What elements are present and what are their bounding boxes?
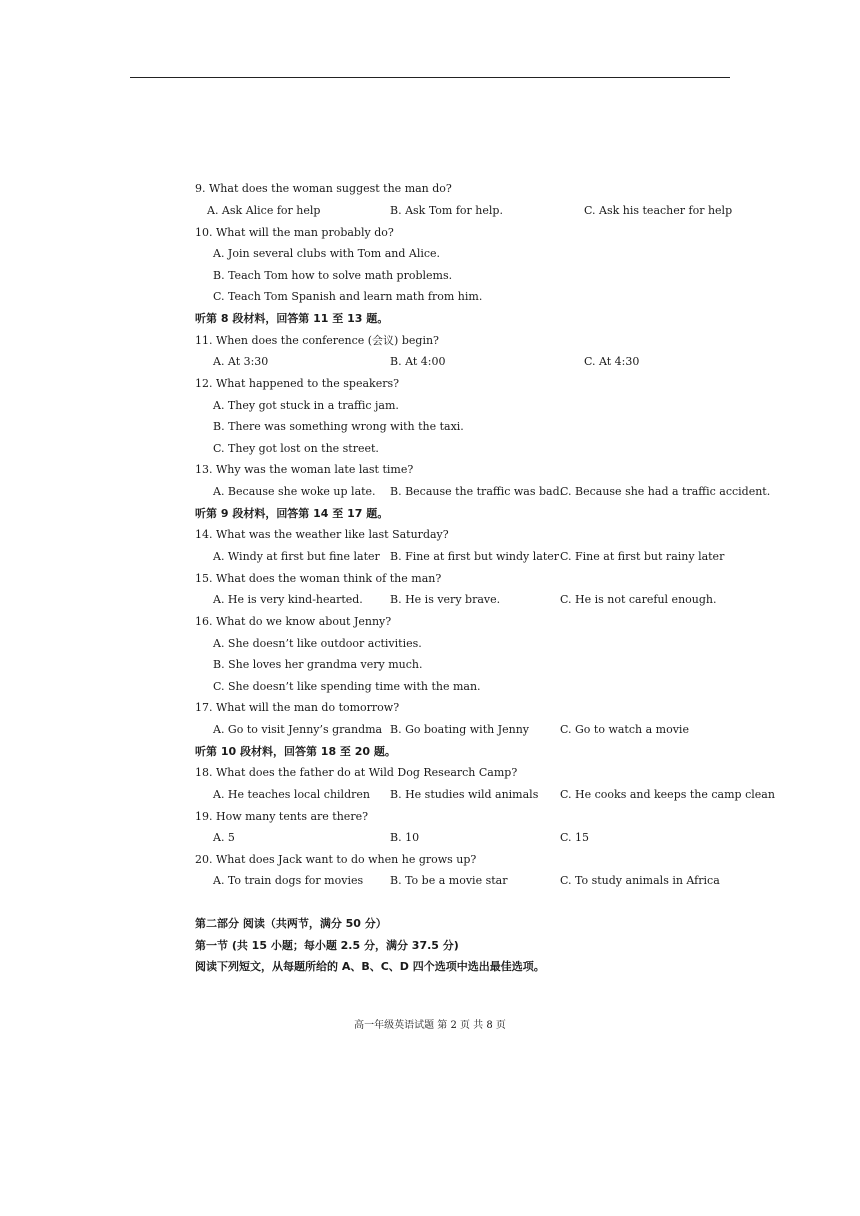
q17-option-c: C. Go to watch a movie [560,723,689,736]
q10-option-b: B. Teach Tom how to solve math problems. [213,269,453,282]
part2-instruction: 阅读下列短文，从每题所给的 A、B、C、D 四个选项中选出最佳选项。 [195,960,545,973]
question-15: 15. What does the woman think of the man? [195,572,442,585]
top-rule [130,77,730,78]
q19-option-b: B. 10 [390,831,420,844]
q12-option-b: B. There was something wrong with the taxi. [213,420,464,433]
q18-option-b: B. He studies wild animals [390,788,539,801]
q19-option-a: A. 5 [213,831,235,844]
question-14: 14. What was the weather like last Saturday? [195,528,449,541]
part2-section: 第一节 (共 15 小题；每小题 2.5 分，满分 37.5 分) [195,939,459,952]
question-16: 16. What do we know about Jenny? [195,615,392,628]
q17-option-a: A. Go to visit Jenny’s grandma [213,723,383,736]
q13-option-c: C. Because she had a traffic accident. [560,485,771,498]
q14-option-c: C. Fine at first but rainy later [560,550,725,563]
q9-option-a: A. Ask Alice for help [207,204,321,217]
q12-option-c: C. They got lost on the street. [213,442,379,455]
question-11: 11. When does the conference (会议) begin? [195,334,439,347]
section-header-8: 听第 8 段材料，回答第 11 至 13 题。 [195,312,389,325]
q13-option-b: B. Because the traffic was bad. [390,485,564,498]
section-header-9: 听第 9 段材料，回答第 14 至 17 题。 [195,507,389,520]
question-12: 12. What happened to the speakers? [195,377,400,390]
question-10: 10. What will the man probably do? [195,226,394,239]
q9-option-c: C. Ask his teacher for help [584,204,733,217]
q16-option-b: B. She loves her grandma very much. [213,658,423,671]
q11-option-a: A. At 3:30 [213,355,269,368]
q20-option-a: A. To train dogs for movies [213,874,364,887]
question-19: 19. How many tents are there? [195,810,368,823]
q15-option-b: B. He is very brave. [390,593,501,606]
q12-option-a: A. They got stuck in a traffic jam. [213,399,399,412]
q17-option-b: B. Go boating with Jenny [390,723,530,736]
q9-option-b: B. Ask Tom for help. [390,204,503,217]
q15-option-a: A. He is very kind-hearted. [213,593,363,606]
q15-option-c: C. He is not careful enough. [560,593,717,606]
q18-option-a: A. He teaches local children [213,788,370,801]
q11-option-c: C. At 4:30 [584,355,640,368]
section-header-10: 听第 10 段材料，回答第 18 至 20 题。 [195,745,396,758]
question-18: 18. What does the father do at Wild Dog Research Camp? [195,766,518,779]
q19-option-c: C. 15 [560,831,590,844]
q13-option-a: A. Because she woke up late. [213,485,376,498]
q10-option-c: C. Teach Tom Spanish and learn math from him. [213,290,483,303]
q10-option-a: A. Join several clubs with Tom and Alice. [213,247,441,260]
q20-option-c: C. To study animals in Africa [560,874,720,887]
page-footer: 高一年级英语试题 第 2 页 共 8 页 [354,1020,506,1031]
question-17: 17. What will the man do tomorrow? [195,701,400,714]
question-13: 13. Why was the woman late last time? [195,463,414,476]
question-9: 9. What does the woman suggest the man do? [195,182,452,195]
q14-option-a: A. Windy at first but fine later [213,550,380,563]
q11-option-b: B. At 4:00 [390,355,446,368]
q18-option-c: C. He cooks and keeps the camp clean [560,788,775,801]
part2-title: 第二部分 阅读（共两节，满分 50 分） [195,917,387,930]
q16-option-c: C. She doesn’t like spending time with the man. [213,680,481,693]
q16-option-a: A. She doesn’t like outdoor activities. [213,637,422,650]
q14-option-b: B. Fine at first but windy later [390,550,560,563]
q20-option-b: B. To be a movie star [390,874,508,887]
question-20: 20. What does Jack want to do when he grows up? [195,853,477,866]
